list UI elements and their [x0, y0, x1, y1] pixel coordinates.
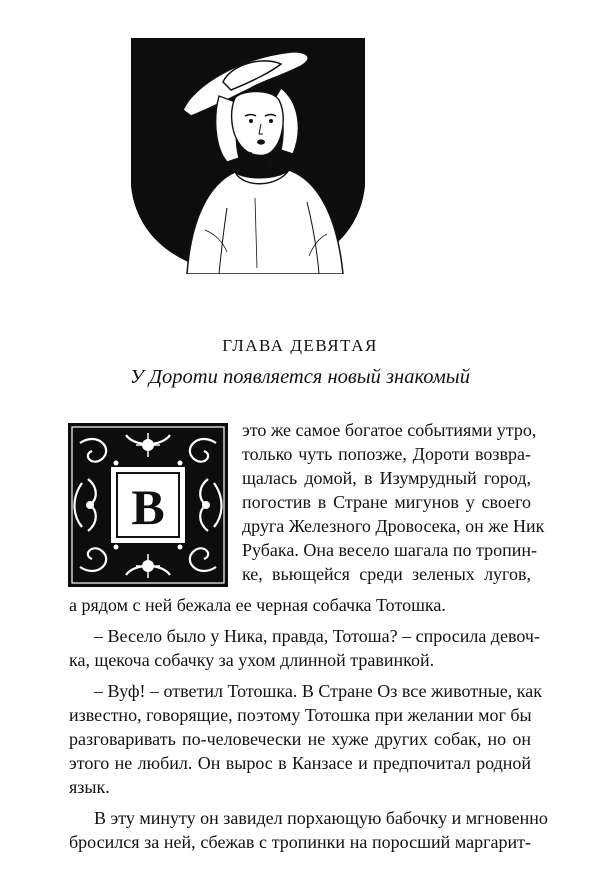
chapter-title: У Дороти появляется новый знакомый [130, 366, 470, 388]
body-line: разговаривать по-человечески не хуже других собак, но он [69, 729, 531, 749]
body-line: Рубака. Она весело шагала по тропин- [242, 540, 537, 560]
body-line: щалась домой, в Изумрудный город, [242, 468, 531, 488]
body-line: друга Железного Дровосека, он же Ник [242, 516, 545, 536]
dropcap-letter: В [131, 479, 165, 535]
body-line: – Вуф! – ответил Тотошка. В Стране Оз все животные, как [94, 681, 542, 701]
body-line: известно, говорящие, поэтому Тотошка при желании мог бы [69, 705, 532, 725]
body-line: только чуть попозже, Дороти возвра- [242, 444, 531, 464]
chapter-label: ГЛАВА ДЕВЯТАЯ [222, 336, 378, 355]
body-line: бросился за ней, сбежав с тропинки на поросший маргарит- [69, 832, 531, 852]
body-line: ка, щекоча собачку за ухом длинной травинкой. [69, 650, 435, 670]
body-line: а рядом с ней бежала ее черная собачка Тотошка. [69, 595, 446, 615]
body-line: язык. [69, 777, 110, 797]
girl-in-hat-illustration [131, 38, 365, 274]
body-line: – Весело было у Ника, правда, Тотоша? – спросила девоч- [94, 626, 540, 646]
body-line: ке, вьющейся среди зеленых лугов, [242, 564, 531, 584]
body-line: это же самое богатое событиями утро, [242, 420, 537, 440]
body-line: этого не любил. Он вырос в Канзасе и предпочитал родной [69, 753, 531, 773]
ornamental-initial-icon [68, 423, 228, 587]
body-line: погостив в Стране мигунов у своего [242, 492, 531, 512]
body-line: В эту минуту он завидел порхающую бабочку и мгновенно [94, 808, 548, 828]
